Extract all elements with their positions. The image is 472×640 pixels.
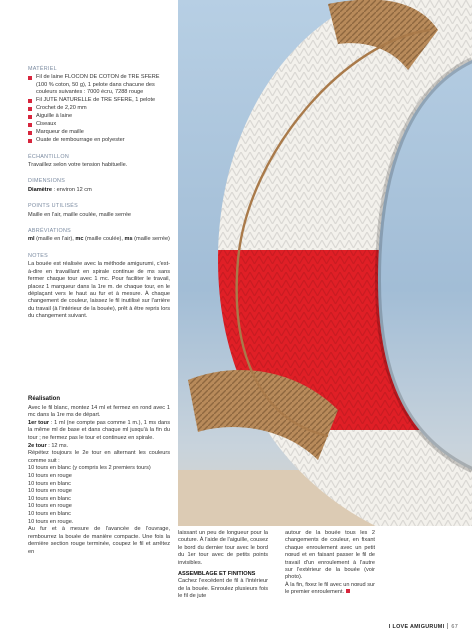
abbr-ms-text: (maille serrée) <box>132 236 170 243</box>
materiel-item: Fil de laine FLOCON DE COTON de TRE SFERE (100 % coton, 50 g), 1 pelote dans chacune des couleurs suivantes : 7000 écru, 7288 rouge <box>28 74 170 96</box>
life-buoy-photo <box>178 0 472 526</box>
col3-end-text <box>285 582 375 597</box>
points-heading: POINTS UTILISÉS <box>28 203 79 210</box>
abreviations-text <box>28 236 170 243</box>
abbr-ms: ms <box>124 236 133 243</box>
points-text: Maille en l'air, maille coulée, maille serrée <box>28 211 132 218</box>
materiel-item: Ouate de rembourrage en polyester <box>28 137 170 144</box>
dimensions-value: : environ 12 cm <box>51 186 92 193</box>
materiel-heading: MATÉRIEL <box>28 66 57 72</box>
realisation-repeat: Répétez toujours le 2e tour en alternant les couleurs comme suit : <box>28 450 170 464</box>
materiel-list <box>28 74 170 144</box>
realisation-finish: Au fur et à mesure de l'avancée de l'ouvrage, rembourrez la bouée de manière compacte. Une fois la dernière section rouge terminée, coupez le fil et arrêtez en <box>28 526 170 555</box>
round-2-text: : 12 ms. <box>46 442 69 449</box>
col3-final-sentence: À la fin, fixez le fil avec un nœud sur le premier enroulement. <box>285 581 375 596</box>
color-sequence-line: 10 tours en blanc (y compris les 2 premiers tours) <box>28 465 151 472</box>
materiel-item: Marqueur de maille <box>28 129 170 136</box>
instructions-column-2 <box>178 530 268 601</box>
realisation-round-1 <box>28 420 170 443</box>
color-sequence-line: 10 tours en rouge <box>28 503 72 510</box>
echantillon-text: Travaillez selon votre tension habituelle. <box>28 162 128 169</box>
page-number: 67 <box>451 624 458 630</box>
color-sequence-line: 10 tours en rouge <box>28 472 72 479</box>
abbr-mc-text: (maille coulée), <box>83 236 123 243</box>
round-2-label: 2e tour <box>28 442 47 449</box>
abreviations-heading: ABRÉVIATIONS <box>28 228 72 235</box>
color-sequence-line: 10 tours en rouge. <box>28 518 74 525</box>
echantillon-heading: ÉCHANTILLON <box>28 153 70 160</box>
dimensions-heading: DIMENSIONS <box>28 178 66 185</box>
color-sequence-line: 10 tours en blanc <box>28 495 71 502</box>
assemblage-heading: ASSEMBLAGE ET FINITIONS <box>178 571 256 578</box>
color-sequence-line: 10 tours en blanc <box>28 480 71 487</box>
realisation-intro: Avec le fil blanc, montez 14 ml et fermez en rond avec 1 mc dans la 1re ms de départ. <box>28 404 170 419</box>
magazine-name: I LOVE AMIGURUMI <box>388 624 445 630</box>
notes-heading: NOTES <box>28 252 49 259</box>
color-sequence-line: 10 tours en blanc <box>28 510 71 517</box>
round-1-label: 1er tour <box>28 419 50 426</box>
col3-text: autour de la bouée tous les 2 changements de couleur, en fixant chaque enroulement avec un petit nœud et en faisant passer le fil de travail d'un enroulement à l'autre sur l'extérieur de la bouée (voir photo). <box>285 530 375 581</box>
abbr-ml: ml <box>28 236 35 243</box>
color-sequence-line: 10 tours en rouge <box>28 488 72 495</box>
materiel-item: Aiguille à laine <box>28 113 170 120</box>
dimensions-label: Diamètre <box>28 186 52 193</box>
materiel-item: Fil JUTE NATURELLE de TRE SFERE, 1 pelote <box>28 97 170 104</box>
instructions-column-3 <box>285 530 375 597</box>
materiel-item: Ciseaux <box>28 121 170 128</box>
round-1-text: : 1 ml (ne compte pas comme 1 m.), 1 ms dans la même ml de base et dans chaque ml jusqu'à la fin du tour ; ne fermez pas le tour et continuez en spirale. <box>28 419 170 441</box>
pattern-info-column <box>28 66 170 321</box>
assemblage-text: Cachez l'excédent de fil à l'intérieur de la bouée. Enroulez plusieurs fois le fil de jute <box>178 578 268 600</box>
notes-text: La bouée est réalisée avec la méthode amigurumi, c'est-à-dire en travaillant en spirale continue de ms sans fermer chaque tour avec 1 mc. Pour faciliter le travail, placez 1 marqueur dans la 1re m. de chaque tour, en le déplaçant vers le haut au fur et à mesure. À chaque changement de couleur, laissez le fil inutilisé sur l'arrière du travail (à l'intérieur de la bouée), prêt à être repris lors du changement suivant. <box>28 261 170 320</box>
abbr-ml-text: (maille en l'air), <box>34 236 76 243</box>
end-mark-icon <box>346 589 350 593</box>
materiel-item: Crochet de 2,20 mm <box>28 105 170 112</box>
life-buoy-illustration <box>178 0 472 526</box>
footer-separator <box>447 623 448 629</box>
abbr-mc: mc <box>75 236 84 243</box>
realisation-round-2 <box>28 443 170 451</box>
col2-text: laissant un peu de longueur pour la couture. À l'aide de l'aiguille, cousez le bord du dernier tour avec le bord du 1er tour avec de petits points invisibles. <box>178 530 268 566</box>
dimensions-text <box>28 187 170 194</box>
page-footer <box>389 623 458 630</box>
realisation-heading: Réalisation <box>28 396 61 402</box>
realisation-section <box>28 396 170 556</box>
